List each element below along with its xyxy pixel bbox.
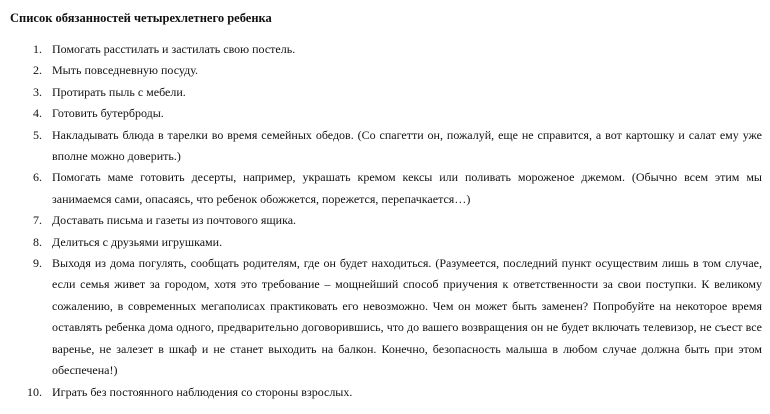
list-item-number: 5. — [33, 127, 42, 142]
list-item-text: Готовить бутерброды. — [52, 106, 164, 121]
list-item-number: 8. — [33, 234, 42, 249]
list-item — [10, 39, 762, 60]
duties-list — [10, 39, 762, 403]
list-item-number: 7. — [33, 213, 42, 228]
list-item-text: Протирать пыль с мебели. — [52, 84, 186, 99]
list-item — [10, 167, 762, 210]
list-item-number: 9. — [33, 256, 42, 271]
list-item — [10, 232, 762, 253]
list-item — [10, 210, 762, 231]
list-item-number: 4. — [33, 106, 42, 121]
list-item-text: Помогать расстилать и застилать свою постель. — [52, 42, 296, 56]
page-title: Список обязанностей четырехлетнего ребенка — [10, 11, 272, 25]
list-item — [10, 382, 762, 403]
list-item-text: Мыть повседневную посуду. — [52, 63, 199, 78]
list-item-number: 1. — [33, 42, 42, 56]
list-item-text: Играть без постоянного наблюдения со стороны взрослых. — [52, 384, 353, 399]
list-item-text: Помогать маме готовить десерты, например, украшать кремом кексы или поливать мороженое джемом. (Обычно всем этим мы занимаемся сами, опасаясь, что ребенок обожжется, порежется, перепачкается…) — [52, 170, 762, 206]
list-item-number: 3. — [33, 84, 42, 99]
list-item — [10, 125, 762, 168]
list-item-text: Делиться с друзьями игрушками. — [52, 234, 223, 249]
list-item — [10, 60, 762, 81]
list-item-text: Доставать письма и газеты из почтового ящика. — [52, 213, 297, 228]
list-item-number: 6. — [33, 170, 42, 185]
list-item-number: 10. — [27, 384, 42, 399]
list-item-number: 2. — [33, 63, 42, 78]
list-item-text: Накладывать блюда в тарелки во время семейных обедов. (Со спагетти он, пожалуй, еще не справится, а вот картошку и салат ему уже вполне можно доверить.) — [52, 127, 762, 164]
list-item-text: Выходя из дома погулять, сообщать родителям, где он будет находиться. (Разумеется, последний пункт осуществим лишь в том случае, если семья живет за городом, хотя это требование – мощнейший способ приучения к ответственности за свои поступки. К великому сожалению, в современных мегаполисах практиковать его невозможно. Чем он может быть заменен? Попробуйте на некоторое время оставлять ребенка дома одного, предварительно договорившись, что до вашего возвращения он не будет включать телевизор, не съест все варенье, не залезет в шкаф и не станет выходить на балкон. Конечно, безопасность малыша в любом случае должна быть при этом обеспечена!) — [52, 256, 762, 378]
list-item — [10, 82, 762, 103]
list-item — [10, 253, 762, 381]
list-item — [10, 103, 762, 124]
